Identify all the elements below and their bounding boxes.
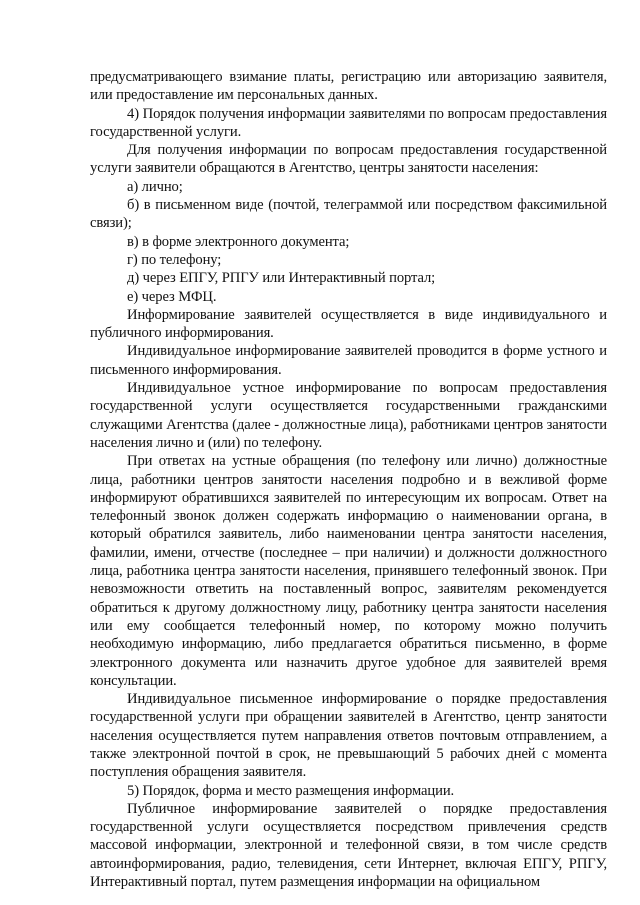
paragraph: Индивидуальное устное информирование по вопросам предоставления государственной услуги осуществляется государственными гражданскими служащими Агентства (далее - должностные лица), работниками центров занятости населения лично и (или) по телефону. xyxy=(90,380,607,451)
paragraph: предусматривающего взимание платы, регистрацию или авторизацию заявителя, или предоставление им персональных данных. xyxy=(90,69,607,104)
section-heading: 5) Порядок, форма и место размещения информации. xyxy=(127,782,455,799)
list-item: а) лично; xyxy=(127,178,183,195)
list-item: е) через МФЦ. xyxy=(127,288,217,305)
paragraph: Для получения информации по вопросам предоставления государственной услуги заявители обращаются в Агентство, центры занятости населения: xyxy=(90,142,607,177)
paragraph: 4) Порядок получения информации заявителями по вопросам предоставления государственной услуги. xyxy=(90,105,607,140)
paragraph: При ответах на устные обращения (по телефону или лично) должностные лица, работники центров занятости населения подробно и в вежливой форме информируют обратившихся заявителей по интересующим их вопросам. Ответ на телефонный звонок должен содержать информацию о наименовании органа, в который обратился заявитель, либо наименовании центра занятости населения, фамилии, имени, отчестве (последнее – при наличии) и должности должностного лица, работника центра занятости населения, принявшего телефонный звонок. При невозможности ответить на поставленный вопрос, заявителям рекомендуется обратиться к другому должностному лицу, работнику центра занятости населения или ему сообщается телефонный номер, по которому можно получить необходимую информацию, либо предлагается обратиться письменно, в форме электронного документа или назначить другое удобное для заявителей время консультации. xyxy=(90,453,607,689)
list-item: д) через ЕПГУ, РПГУ или Интерактивный портал; xyxy=(127,270,436,287)
paragraph: Индивидуальное письменное информирование о порядке предоставления государственной услуги при обращении заявителей в Агентство, центр занятости населения осуществляется путем направления ответов почтовым отправлением, а также электронной почтой в срок, не превышающий 5 рабочих дней с момента поступления обращения заявителя. xyxy=(90,691,607,781)
list-item: в) в форме электронного документа; xyxy=(127,233,350,250)
list-item: г) по телефону; xyxy=(127,251,222,268)
document-body xyxy=(90,68,607,891)
paragraph: Публичное информирование заявителей о порядке предоставления государственной услуги осуществляется посредством привлечения средств массовой информации, электронной и телефонной связи, в том числе средств автоинформирования, радио, телевидения, сети Интернет, включая ЕПГУ, РПГУ, Интерактивный портал, путем размещения информации на официальном xyxy=(90,800,607,891)
paragraph: Индивидуальное информирование заявителей проводится в форме устного и письменного информирования. xyxy=(90,343,607,378)
paragraph: Информирование заявителей осуществляется в виде индивидуального и публичного информирования. xyxy=(90,306,607,342)
list-item: б) в письменном виде (почтой, телеграммой или посредством факсимильной связи); xyxy=(90,197,607,232)
